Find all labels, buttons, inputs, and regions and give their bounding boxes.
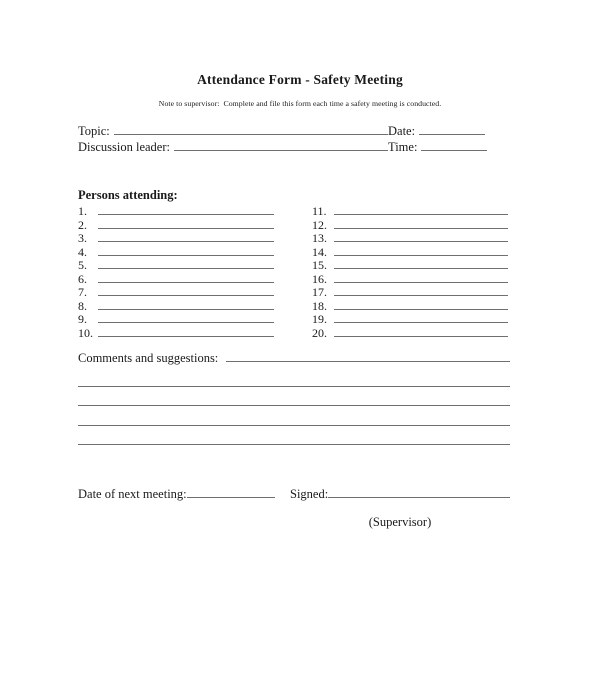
topic-input-rule[interactable] xyxy=(114,134,388,135)
time-input-rule[interactable] xyxy=(421,150,487,151)
comments-input-rule[interactable] xyxy=(226,361,510,362)
attendee-number: 3. xyxy=(78,231,87,245)
attendee-input-rule[interactable] xyxy=(98,255,274,256)
attendee-input-rule[interactable] xyxy=(334,214,508,215)
attendee-number: 13. xyxy=(312,231,327,245)
topic-label: Topic: xyxy=(78,124,110,138)
attendee-row[interactable] xyxy=(312,258,508,272)
attendee-row[interactable] xyxy=(312,218,508,232)
comments-label: Comments and suggestions: xyxy=(78,351,219,365)
attendee-number: 17. xyxy=(312,285,327,299)
attendee-row[interactable] xyxy=(312,312,508,326)
attendee-row[interactable] xyxy=(78,285,274,299)
attendee-number: 14. xyxy=(312,244,327,259)
attendee-row[interactable] xyxy=(312,285,508,299)
attendee-row[interactable] xyxy=(312,231,508,245)
leader-time-row xyxy=(78,140,522,156)
attendee-input-rule[interactable] xyxy=(98,228,274,229)
time-label: Time: xyxy=(388,140,418,154)
comments-blank-line[interactable] xyxy=(78,425,510,426)
attendee-input-rule[interactable] xyxy=(98,295,274,296)
page-title: Attendance Form - Safety Meeting xyxy=(197,72,403,87)
date-field[interactable] xyxy=(388,124,522,139)
attendee-row[interactable] xyxy=(312,299,508,313)
attendee-input-rule[interactable] xyxy=(98,268,274,269)
attendee-row[interactable] xyxy=(312,272,508,286)
attendee-number: 18. xyxy=(312,298,327,313)
topic-field[interactable] xyxy=(78,124,388,139)
footer-section xyxy=(78,487,510,530)
signed-input-rule[interactable] xyxy=(328,497,510,498)
topic-date-row xyxy=(78,124,522,140)
attendee-row[interactable] xyxy=(78,326,274,340)
discussion-leader-input-rule[interactable] xyxy=(174,150,388,151)
attendee-number: 6. xyxy=(78,271,87,286)
attendee-row[interactable] xyxy=(312,326,508,340)
footer-row xyxy=(78,487,510,502)
attendee-number: 5. xyxy=(78,258,87,272)
attendee-input-rule[interactable] xyxy=(98,309,274,310)
attendee-number: 1. xyxy=(78,204,87,218)
comments-section xyxy=(78,351,510,445)
attendee-row[interactable] xyxy=(78,299,274,313)
discussion-leader-field[interactable] xyxy=(78,140,388,155)
attendee-input-rule[interactable] xyxy=(334,322,508,323)
persons-attending-heading: Persons attending: xyxy=(78,188,178,202)
attendee-input-rule[interactable] xyxy=(334,309,508,310)
attendee-input-rule[interactable] xyxy=(98,336,274,337)
comments-blank-lines xyxy=(78,386,510,446)
attendee-row[interactable] xyxy=(78,218,274,232)
meeting-info-section xyxy=(78,124,522,156)
next-meeting-input-rule[interactable] xyxy=(187,497,275,498)
comments-blank-line[interactable] xyxy=(78,386,510,387)
attendee-input-rule[interactable] xyxy=(334,268,508,269)
attendee-number: 4. xyxy=(78,244,87,259)
attendee-number: 8. xyxy=(78,298,87,313)
comments-first-row xyxy=(78,351,510,367)
comments-blank-line[interactable] xyxy=(78,444,510,445)
next-meeting-label: Date of next meeting: xyxy=(78,487,187,501)
attendee-input-rule[interactable] xyxy=(334,228,508,229)
attendee-input-rule[interactable] xyxy=(334,241,508,242)
attendee-input-rule[interactable] xyxy=(98,241,274,242)
attendee-number: 7. xyxy=(78,285,87,299)
attendees-section xyxy=(78,204,508,339)
attendee-row[interactable] xyxy=(312,245,508,259)
attendee-input-rule[interactable] xyxy=(98,214,274,215)
attendee-row[interactable] xyxy=(312,204,508,218)
time-field[interactable] xyxy=(388,140,522,155)
attendees-left-column xyxy=(78,204,274,339)
comments-blank-line[interactable] xyxy=(78,405,510,406)
attendee-row[interactable] xyxy=(78,312,274,326)
attendee-number: 9. xyxy=(78,312,87,326)
attendee-row[interactable] xyxy=(78,258,274,272)
attendee-number: 19. xyxy=(312,312,327,326)
attendee-number: 16. xyxy=(312,271,327,286)
attendee-row[interactable] xyxy=(78,231,274,245)
attendee-input-rule[interactable] xyxy=(334,295,508,296)
attendee-row[interactable] xyxy=(78,272,274,286)
signed-label: Signed: xyxy=(290,487,329,501)
attendee-input-rule[interactable] xyxy=(334,255,508,256)
attendee-row[interactable] xyxy=(78,245,274,259)
signed-field[interactable] xyxy=(290,487,510,502)
attendee-number: 11. xyxy=(312,204,327,218)
discussion-leader-label: Discussion leader: xyxy=(78,140,170,154)
attendee-number: 2. xyxy=(78,217,87,232)
attendee-input-rule[interactable] xyxy=(334,282,508,283)
attendee-number: 10. xyxy=(78,325,93,340)
supervisor-note: Note to supervisor: Complete and file this form each time a safety meeting is conducted. xyxy=(158,99,442,108)
next-meeting-field[interactable] xyxy=(78,487,290,502)
attendee-input-rule[interactable] xyxy=(98,282,274,283)
attendees-right-column xyxy=(312,204,508,339)
attendee-number: 12. xyxy=(312,217,327,232)
attendee-input-rule[interactable] xyxy=(98,322,274,323)
date-input-rule[interactable] xyxy=(419,134,485,135)
attendee-input-rule[interactable] xyxy=(334,336,508,337)
date-label: Date: xyxy=(388,124,416,138)
attendee-row[interactable] xyxy=(78,204,274,218)
attendee-number: 15. xyxy=(312,258,327,272)
signature-caption: (Supervisor) xyxy=(368,515,432,529)
attendee-number: 20. xyxy=(312,325,327,340)
